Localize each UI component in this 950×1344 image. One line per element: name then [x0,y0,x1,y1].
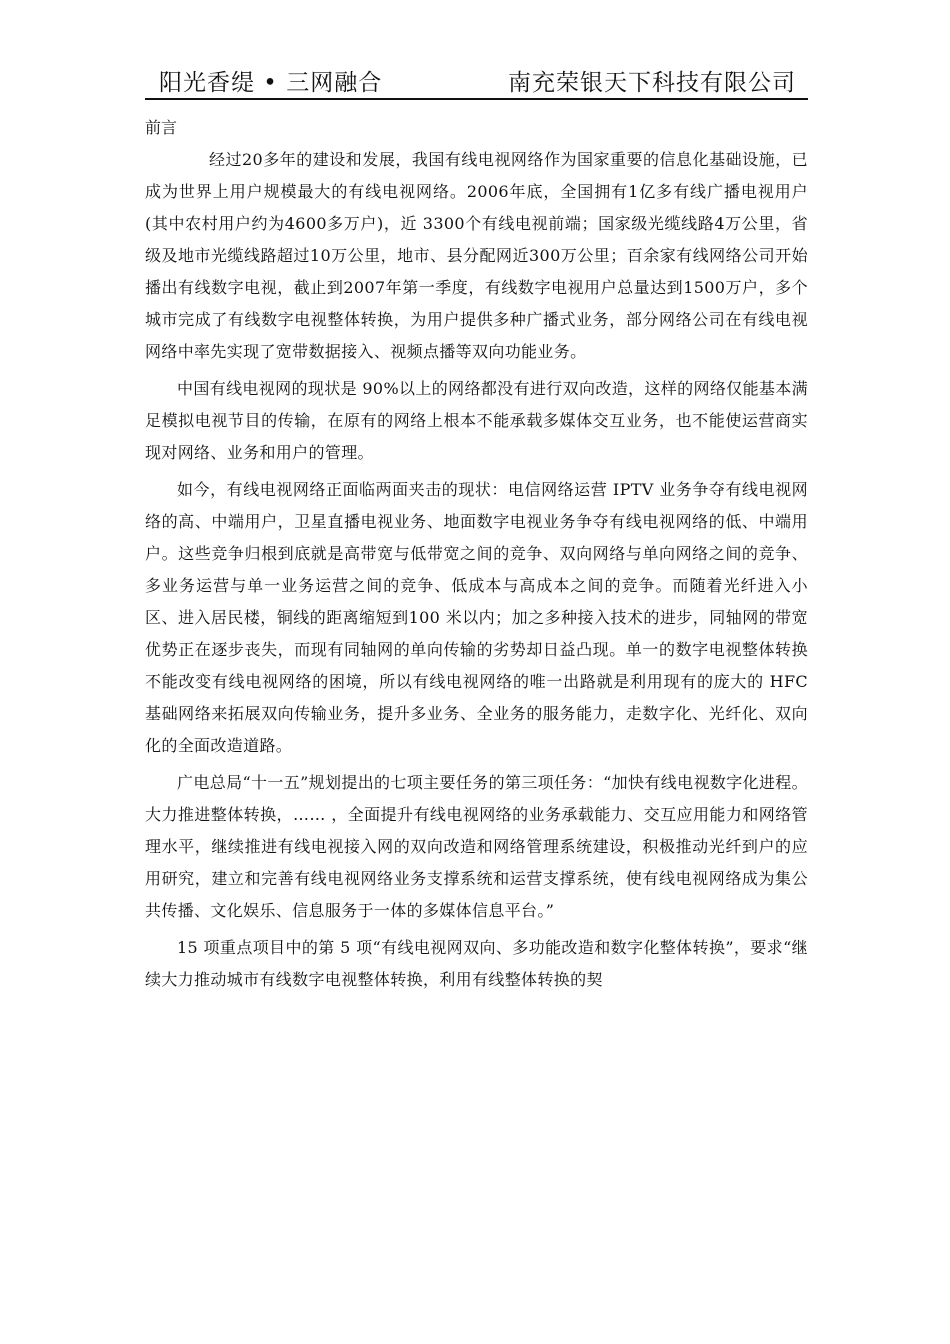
header-company-name: 南充荣银天下科技有限公司 [508,70,796,96]
paragraph-3: 如今，有线电视网络正面临两面夹击的现状：电信网络运营 IPTV 业务争夺有线电视网络的高、中端用户，卫星直播电视业务、地面数字电视业务争夺有线电视网络的低、中端用户。这些竞争归根到底就是高带宽与低带宽之间的竞争、双向网络与单向网络之间的竞争、多业务运营与单一业务运营之间的竞争、低成本与高成本之间的竞争。而随着光纤进入小区、进入居民楼，铜线的距离缩短到100 米以内；加之多种接入技术的进步，同轴网的带宽优势正在逐步丧失，而现有同轴网的单向传输的劣势却日益凸现。单一的数字电视整体转换不能改变有线电视网络的困境，所以有线电视网络的唯一出路就是利用现有的庞大的 HFC 基础网络来拓展双向传输业务，提升多业务、全业务的服务能力，走数字化、光纤化、双向化的全面改造道路。 [145,480,808,755]
paragraph-4: 广电总局“十一五”规划提出的七项主要任务的第三项任务：“加快有线电视数字化进程。大力推进整体转换，…… ，全面提升有线电视网络的业务承载能力、交互应用能力和网络管理水平，继续推进有线电视接入网的双向改造和网络管理系统建设，积极推动光纤到户的应用研究，建立和完善有线电视网络业务支撑系统和运营支撑系统，使有线电视网络成为集公共传播、文化娱乐、信息服务于一体的多媒体信息平台。” [145,773,808,920]
section-title: 前言 [145,118,178,137]
paragraph-1: 经过20多年的建设和发展，我国有线电视网络作为国家重要的信息化基础设施，已成为世界上用户规模最大的有线电视网络。2006年底，全国拥有1亿多有线广播电视用户(其中农村用户约为4600多万户)，近 3300个有线电视前端；国家级光缆线路4万公里，省级及地市光缆线路超过10万公里，地市、县分配网近300万公里；百余家有线网络公司开始播出有线数字电视，截止到2007年第一季度，有线数字电视用户总量达到1500万户，多个城市完成了有线数字电视整体转换，为用户提供多种广播式业务，部分网络公司在有线电视网络中率先实现了宽带数据接入、视频点播等双向功能业务。 [145,150,808,361]
header-project-title: 阳光香缇 • 三网融合 [159,70,383,96]
page-header [145,60,808,100]
paragraph-5: 15 项重点项目中的第 5 项“有线电视网双向、多功能改造和数字化整体转换”，要求“继续大力推动城市有线数字电视整体转换，利用有线整体转换的契 [145,938,808,989]
paragraph-2: 中国有线电视网的现状是 90%以上的网络都没有进行双向改造，这样的网络仅能基本满足模拟电视节目的传输，在原有的网络上根本不能承载多媒体交互业务，也不能使运营商实现对网络、业务和用户的管理。 [145,379,808,462]
document-body [145,112,808,1001]
